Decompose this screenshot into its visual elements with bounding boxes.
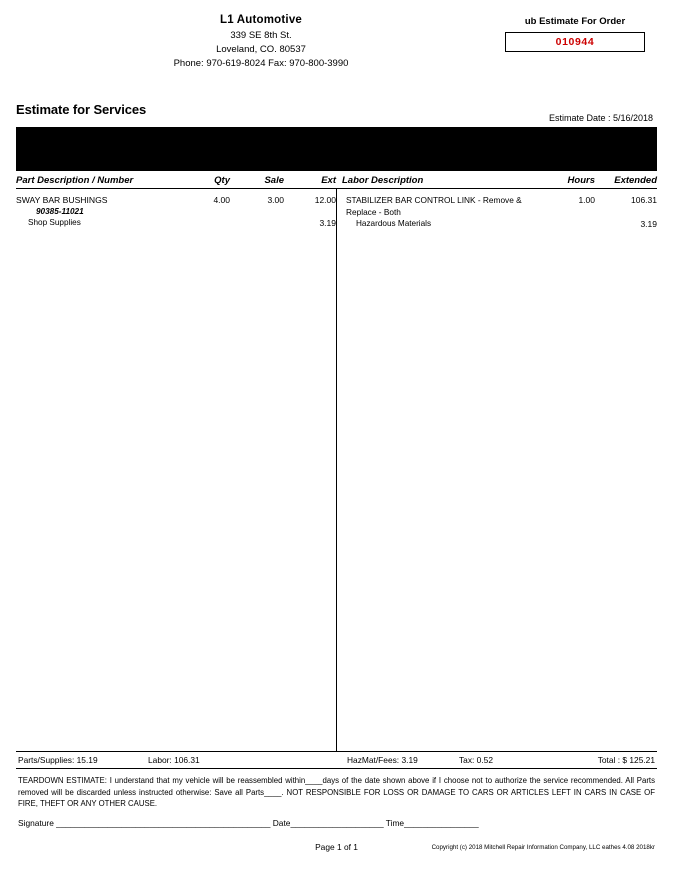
table-row [16, 218, 336, 228]
company-name: L1 Automotive [219, 14, 303, 26]
table-column-headers [16, 175, 657, 189]
copyright-notice: Copyright (c) 2018 Mitchell Repair Information Company, LLC eathes 4.08 2018kr [431, 844, 655, 852]
shop-supplies-label: Shop Supplies [28, 218, 81, 227]
company-city-state-zip: Loveland, CO. 80537 [216, 44, 306, 55]
column-qty: Qty [214, 175, 230, 186]
title-row [16, 102, 657, 124]
labor-description-continued: Replace - Both [346, 207, 401, 217]
part-ext [284, 207, 336, 216]
estimate-order-label: ub Estimate For Order [524, 16, 626, 27]
hazardous-materials-label: Hazardous Materials [356, 219, 432, 228]
total-tax: Tax: 0.52 [459, 755, 493, 765]
shop-supplies-sale [230, 218, 284, 228]
grand-total: Total : $ 125.21 [597, 755, 655, 765]
document-header [16, 0, 657, 92]
estimate-order-block [505, 16, 645, 52]
part-qty [176, 207, 230, 216]
hazardous-materials-hours [537, 219, 595, 229]
table-row [16, 195, 336, 205]
total-labor: Labor: 106.31 [148, 755, 200, 765]
column-ext: Ext [321, 175, 336, 186]
company-phone-fax: Phone: 970-619-8024 Fax: 970-800-3990 [173, 58, 349, 69]
company-address: 339 SE 8th St. [230, 30, 292, 41]
labor-description: STABILIZER BAR CONTROL LINK - Remove & [346, 195, 522, 205]
part-sale [230, 207, 284, 216]
column-labor-description: Labor Description [342, 175, 424, 186]
labor-hours: 1.00 [578, 195, 595, 205]
part-number: 90385-11021 [36, 207, 84, 216]
column-divider [336, 189, 337, 751]
redacted-customer-vehicle-block [16, 127, 657, 171]
total-hazmat-fees: HazMat/Fees: 3.19 [347, 755, 418, 765]
total-parts-supplies: Parts/Supplies: 15.19 [18, 755, 98, 765]
shop-supplies-qty [176, 218, 230, 228]
table-row [346, 207, 657, 217]
table-row [16, 207, 336, 216]
part-qty: 4.00 [213, 195, 230, 205]
labor-column [340, 195, 657, 231]
table-row [346, 195, 657, 205]
shop-supplies-ext: 3.19 [319, 218, 336, 228]
totals-row [16, 751, 657, 769]
part-description: SWAY BAR BUSHINGS [16, 195, 108, 205]
line-items-area [16, 189, 657, 751]
column-extended: Extended [614, 175, 657, 186]
table-row [346, 219, 657, 229]
page-title: Estimate for Services [16, 102, 147, 117]
parts-column [16, 195, 340, 231]
column-part-description: Part Description / Number [16, 175, 134, 186]
labor-hours [537, 207, 595, 217]
labor-extended [595, 207, 657, 217]
company-info [46, 14, 476, 69]
column-sale: Sale [264, 175, 284, 186]
hazardous-materials-extended: 3.19 [640, 219, 657, 229]
page-number: Page 1 of 1 [315, 842, 358, 853]
column-hours: Hours [567, 175, 595, 186]
signature-line: Signature ______________________________________________ Date____________________ Time________________ [18, 818, 479, 829]
document-footer [16, 842, 657, 852]
legal-disclaimer: TEARDOWN ESTIMATE: I understand that my vehicle will be reassembled within____days of the date shown above if I choose not to authorize the service recommended. All Parts removed will be discarded unless instructed otherwise: Save all Parts____. NOT RESPONSIBLE FOR LOSS OR DAMAGE TO CARS OR ARTICLES LEFT IN CARS IN CASE OF FIRE, THEFT OR ANY OTHER CAUSE. [18, 776, 655, 809]
estimate-date: Estimate Date : 5/16/2018 [548, 113, 653, 123]
labor-extended: 106.31 [631, 195, 657, 205]
part-ext: 12.00 [314, 195, 336, 205]
part-sale: 3.00 [267, 195, 284, 205]
order-number: 010944 [505, 32, 645, 52]
